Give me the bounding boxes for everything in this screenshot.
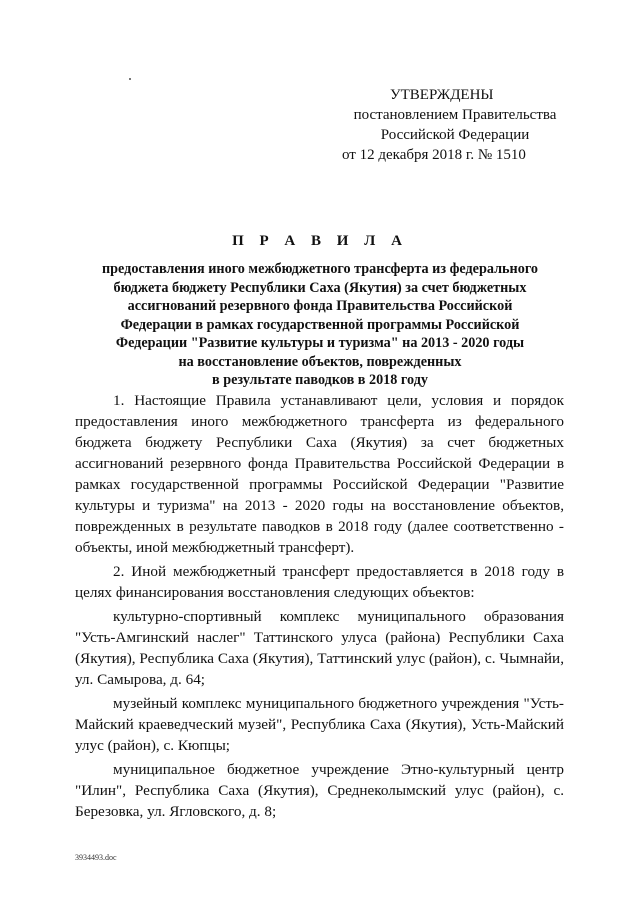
subtitle-line: на восстановление объектов, поврежденных (178, 353, 462, 370)
approval-date: от 12 декабря 2018 г. № 1510 (342, 147, 526, 163)
subtitle-line: Федерации в рамках государственной программы Российской (120, 316, 520, 333)
subtitle-line: бюджета бюджету Республики Саха (Якутия) за счет бюджетных (113, 279, 527, 296)
file-name-footer: 3934493.doc (75, 853, 117, 862)
document-subtitle (70, 260, 570, 390)
paragraph-1: 1. Настоящие Правила устанавливают цели, условия и порядок предоставления иного межбюджетного трансферта из федерального бюджета бюджету Республики Саха (Якутия) за счет бюджетных ассигнований резервного фонда Правительства Российской Федерации в рамках государственной программы Российской Федерации "Развитие культуры и туризма" на 2013 - 2020 годы на восстановление объектов, поврежденных в результате паводков в 2018 году (далее соответственно - объекты, иной межбюджетный трансферт). (75, 392, 564, 556)
document-title: П Р А В И Л А (232, 233, 408, 249)
paragraph-2: 2. Иной межбюджетный трансферт предоставляется в 2018 году в целях финансирования восстановления следующих объектов: (75, 563, 564, 601)
subtitle-line: Федерации "Развитие культуры и туризма" на 2013 - 2020 годы (115, 335, 525, 351)
approval-line: постановлением Правительства (353, 107, 557, 123)
object-item: культурно-спортивный комплекс муниципального образования "Усть-Амгинский наслег" Таттинского улуса (района) Республики Саха (Якутия), Республика Саха (Якутия), Таттинский улус (район), с. Чымнайи, ул. Самырова, д. 64; (75, 608, 564, 688)
document-body (75, 390, 564, 825)
subtitle-line: ассигнований резервного фонда Правительства Российской (127, 298, 513, 314)
approval-line: Российской Федерации (380, 127, 530, 143)
approval-block (330, 85, 580, 165)
object-item: муниципальное бюджетное учреждение Этно-культурный центр "Илин", Республика Саха (Якутия), Среднеколымский улус (район), с. Березовка, ул. Ягловского, д. 8; (75, 761, 564, 820)
subtitle-line: в результате паводков в 2018 году (212, 372, 428, 388)
scan-mark (129, 78, 131, 80)
object-item: музейный комплекс муниципального бюджетного учреждения "Усть-Майский краеведческий музей", Республика Саха (Якутия), Усть-Майский улус (район), с. Кюпцы; (75, 695, 564, 754)
approval-heading: УТВЕРЖДЕНЫ (390, 87, 494, 103)
subtitle-line: предоставления иного межбюджетного трансферта из федерального (101, 261, 539, 277)
